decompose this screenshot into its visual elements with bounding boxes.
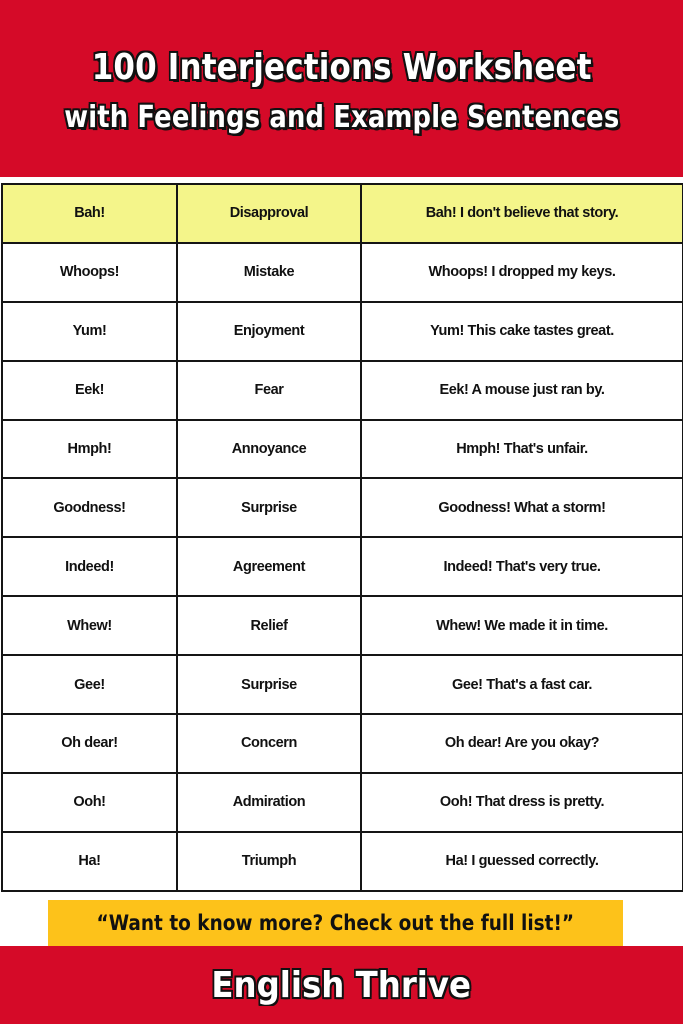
example-cell: Ha! I guessed correctly. — [361, 832, 683, 891]
feeling-cell: Annoyance — [177, 420, 361, 479]
feeling-cell: Mistake — [177, 243, 361, 302]
brand-name: English Thrive — [211, 964, 472, 1006]
table-row — [2, 773, 683, 832]
example-cell: Indeed! That's very true. — [361, 537, 683, 596]
interjection-cell: Ooh! — [2, 773, 177, 832]
table-row — [2, 361, 683, 420]
table-row — [2, 302, 683, 361]
example-cell: Yum! This cake tastes great. — [361, 302, 683, 361]
example-cell: Whew! We made it in time. — [361, 596, 683, 655]
footer-banner — [0, 946, 683, 1024]
feeling-cell: Relief — [177, 596, 361, 655]
feeling-cell: Triumph — [177, 832, 361, 891]
title-banner — [0, 0, 683, 177]
example-cell: Bah! I don't believe that story. — [361, 184, 683, 243]
interjections-table — [1, 183, 683, 892]
interjection-cell: Whoops! — [2, 243, 177, 302]
table-row — [2, 537, 683, 596]
interjection-cell: Gee! — [2, 655, 177, 714]
interjection-cell: Whew! — [2, 596, 177, 655]
interjection-cell: Oh dear! — [2, 714, 177, 773]
feeling-cell: Surprise — [177, 478, 361, 537]
feeling-cell: Disapproval — [177, 184, 361, 243]
interjection-cell: Indeed! — [2, 537, 177, 596]
table-row — [2, 714, 683, 773]
table-row — [2, 184, 683, 243]
interjection-cell: Goodness! — [2, 478, 177, 537]
full-list-callout-text: “Want to know more? Check out the full list!” — [96, 911, 575, 935]
feeling-cell: Enjoyment — [177, 302, 361, 361]
feeling-cell: Surprise — [177, 655, 361, 714]
table-row — [2, 832, 683, 891]
example-cell: Whoops! I dropped my keys. — [361, 243, 683, 302]
interjection-cell: Eek! — [2, 361, 177, 420]
page-subtitle: with Feelings and Example Sentences — [63, 99, 620, 135]
feeling-cell: Fear — [177, 361, 361, 420]
feeling-cell: Admiration — [177, 773, 361, 832]
interjection-cell: Hmph! — [2, 420, 177, 479]
table-row — [2, 655, 683, 714]
table-row — [2, 596, 683, 655]
table-row — [2, 243, 683, 302]
example-cell: Eek! A mouse just ran by. — [361, 361, 683, 420]
table-row — [2, 478, 683, 537]
table-row — [2, 420, 683, 479]
example-cell: Ooh! That dress is pretty. — [361, 773, 683, 832]
example-cell: Gee! That's a fast car. — [361, 655, 683, 714]
example-cell: Oh dear! Are you okay? — [361, 714, 683, 773]
interjections-table-container — [1, 183, 682, 892]
full-list-callout — [48, 900, 623, 946]
page-title: 100 Interjections Worksheet — [91, 46, 592, 88]
interjection-cell: Bah! — [2, 184, 177, 243]
example-cell: Hmph! That's unfair. — [361, 420, 683, 479]
example-cell: Goodness! What a storm! — [361, 478, 683, 537]
interjection-cell: Yum! — [2, 302, 177, 361]
feeling-cell: Agreement — [177, 537, 361, 596]
interjection-cell: Ha! — [2, 832, 177, 891]
feeling-cell: Concern — [177, 714, 361, 773]
